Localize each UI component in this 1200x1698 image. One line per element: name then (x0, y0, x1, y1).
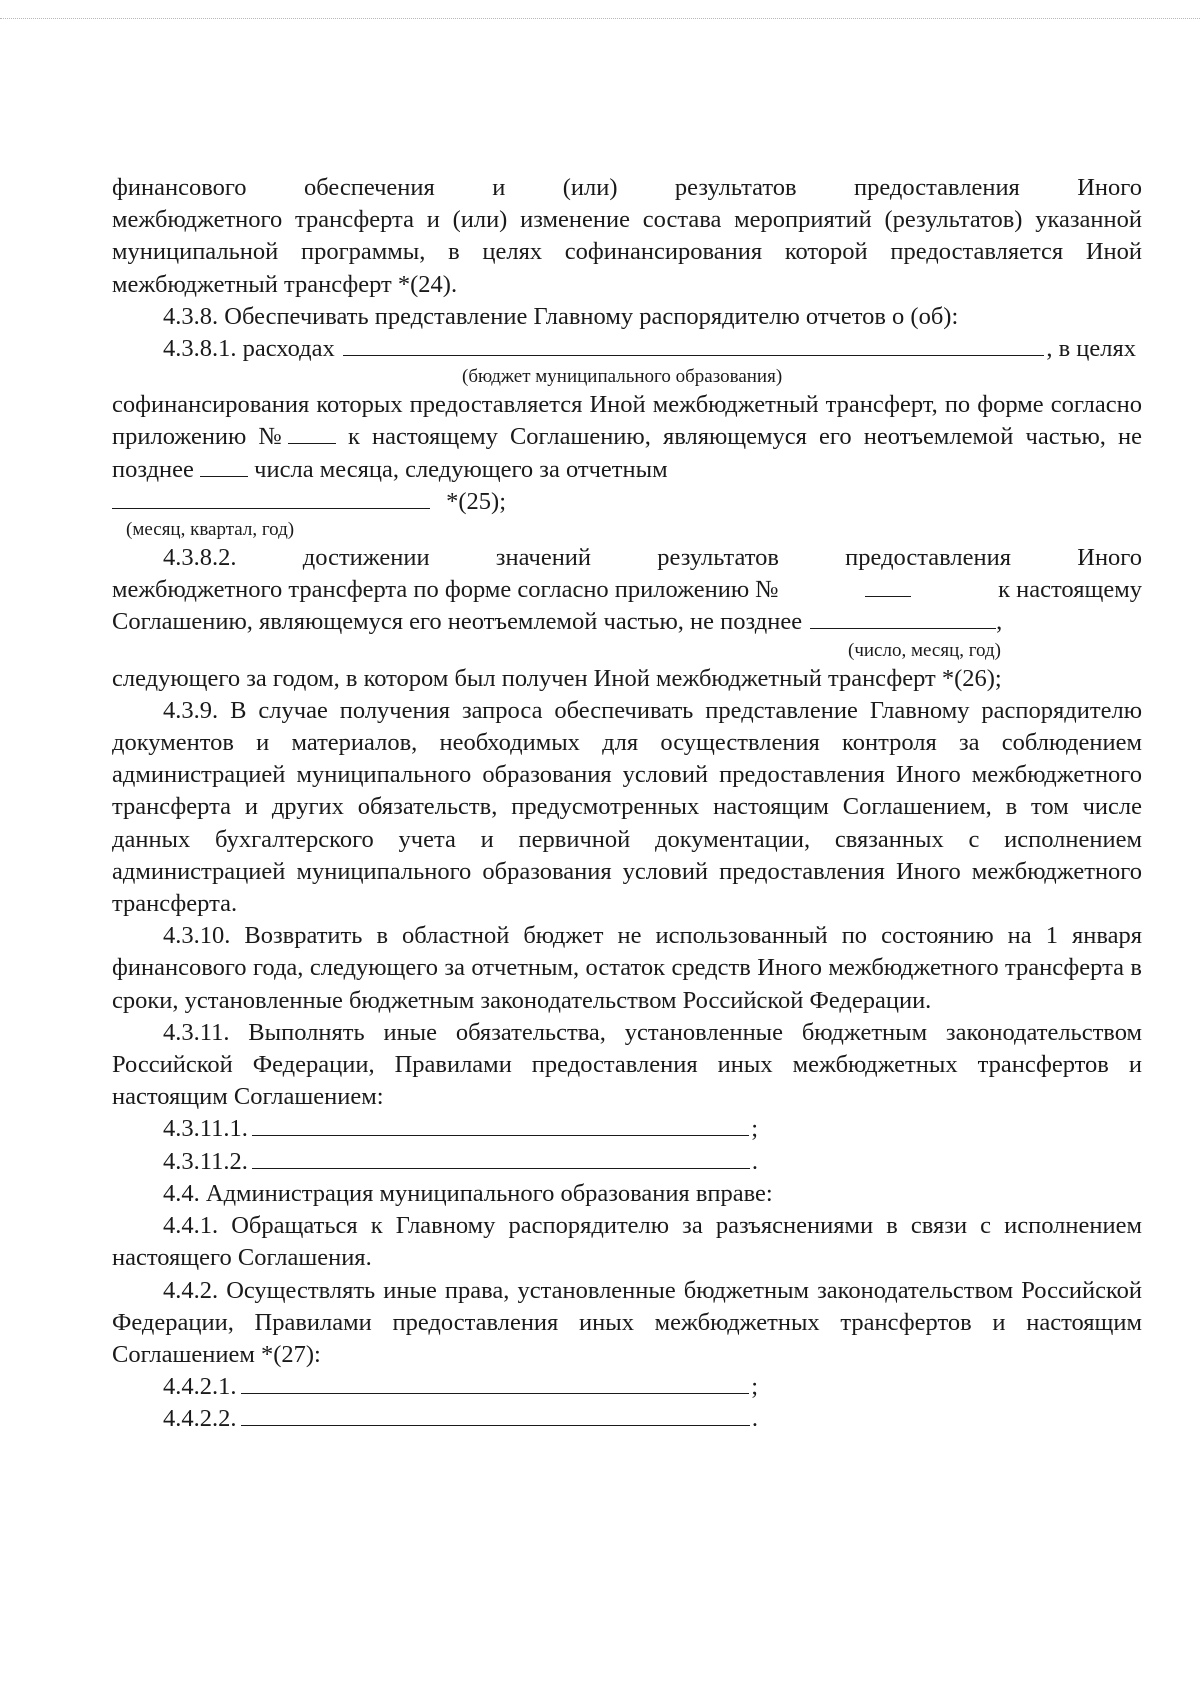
footnote-25: *(25); (446, 487, 506, 515)
line-3-comma: , (996, 608, 1003, 636)
date-blank (810, 608, 996, 629)
body-part-b: к настоящему Соглашению, являющемуся его неотъемлемой частью, не позднее (112, 423, 1143, 483)
item-4-3-11-2 (112, 1146, 758, 1178)
paragraph-4-3-8: 4.3.8. Обеспечивать представление Главному распорядителю отчетов о (об): (163, 302, 959, 330)
paragraph-4-4: 4.4. Администрация муниципального образования вправе: (163, 1179, 773, 1207)
item-4-4-2-1 (112, 1371, 758, 1403)
scan-edge (0, 18, 1200, 19)
paragraph-4-3-8-2-line-3 (112, 606, 1142, 638)
paragraph-4-4-1: 4.4.1. Обращаться к Главному распорядителю за разъяснениями в связи с исполнением настоящего Соглашения. (112, 1212, 1142, 1272)
paragraph-4-3-10: 4.3.10. Возвратить в областной бюджет не использованный по состоянию на 1 января финансового года, следующего за отчетным, остаток средств Иного межбюджетного трансферта в сроки, установленные бюджетным законодательством Российской Федерации. (112, 922, 1142, 1014)
intro-line-1: финансового обеспечения и (или) результатов предоставления Иного (112, 174, 1142, 201)
item-4-4-2-1-blank (241, 1373, 750, 1394)
item-4-3-11-2-end: . (751, 1147, 758, 1175)
item-4-4-2-1-end: ; (751, 1373, 758, 1401)
appendix-number-blank-2 (865, 576, 911, 597)
paragraph-4-3-9: 4.3.9. В случае получения запроса обеспечивать представление Главному распорядителю документов и материалов, необходимых для осуществления контроля за соблюдением администрацией муниципального образования условий предоставления Иного межбюджетного трансферта и других обязательств, предусмотренных настоящим Соглашением, в том числе данных бухгалтерского учета и первичной документации, связанных с исполнением администрацией муниципального образования условий предоставления Иного межбюджетного трансферта. (112, 696, 1142, 918)
item-4-3-11-1 (112, 1113, 758, 1145)
paragraph-4-3-8-2-line-2 (112, 574, 1142, 606)
item-4-4-2-1-label: 4.4.2.1. (163, 1373, 237, 1401)
caption-budget: (бюджет муниципального образования) (462, 366, 783, 388)
line-2-part-a: межбюджетного трансферта по форме согласно приложению № (112, 576, 779, 604)
caption-period: (месяц, квартал, год) (126, 519, 295, 541)
appendix-number-blank (288, 423, 336, 444)
document-page (112, 172, 1142, 1436)
item-4-4-2-2-label: 4.4.2.2. (163, 1405, 237, 1433)
paragraph-4-3-11: 4.3.11. Выполнять иные обязательства, установленные бюджетным законодательством Российской Федерации, Правилами предоставления иных межбюджетных трансфертов и настоящим Соглашением: (112, 1018, 1142, 1111)
item-4-4-2-2-end: . (751, 1405, 758, 1433)
paragraph-4-3-8-1-start: 4.3.8.1. расходах (163, 335, 335, 363)
paragraph-4-3-8-2-tail: следующего за годом, в котором был получен Иной межбюджетный трансферт *(26); (112, 664, 1002, 692)
body-part-a: софинансирования которых предоставляется Иной межбюджетный трансферт, по форме согласно приложению № (112, 391, 1142, 451)
paragraph-4-3-8-1-end: , в целях (1046, 335, 1136, 363)
budget-blank-field (343, 335, 1045, 356)
item-4-3-11-1-end: ; (751, 1115, 758, 1143)
period-line (112, 486, 1142, 518)
paragraph-4-3-8-1-body (112, 389, 1142, 486)
item-4-4-2-2 (112, 1403, 758, 1435)
period-blank (112, 488, 430, 509)
intro-continuation: межбюджетного трансферта и (или) изменение состава мероприятий (результатов) указанной муниципальной программы, в целях софинансирования которой предоставляется Иной межбюджетный трансферт *(24). (112, 206, 1142, 298)
item-4-3-11-2-label: 4.3.11.2. (163, 1147, 248, 1175)
item-4-3-11-2-blank (252, 1148, 750, 1169)
line-3-text: Соглашению, являющемуся его неотъемлемой частью, не позднее (112, 608, 803, 636)
paragraph-4-4-2: 4.4.2. Осуществлять иные права, установленные бюджетным законодательством Российской Федерации, Правилами предоставления иных межбюджетных трансфертов и настоящим Соглашением *(27): (112, 1276, 1142, 1368)
day-number-blank (200, 456, 248, 477)
line-2-part-b: к настоящему (998, 576, 1142, 604)
paragraph-4-3-8-2-line-1: 4.3.8.2. достижении значений результатов предоставления Иного (163, 544, 1142, 572)
caption-date: (число, месяц, год) (848, 639, 1002, 661)
item-4-3-11-1-blank (252, 1115, 749, 1136)
item-4-4-2-2-blank (241, 1405, 750, 1426)
paragraph-4-3-8-1-header (112, 333, 1142, 365)
item-4-3-11-1-label: 4.3.11.1. (163, 1115, 248, 1143)
body-part-c: числа месяца, следующего за отчетным (254, 455, 668, 483)
